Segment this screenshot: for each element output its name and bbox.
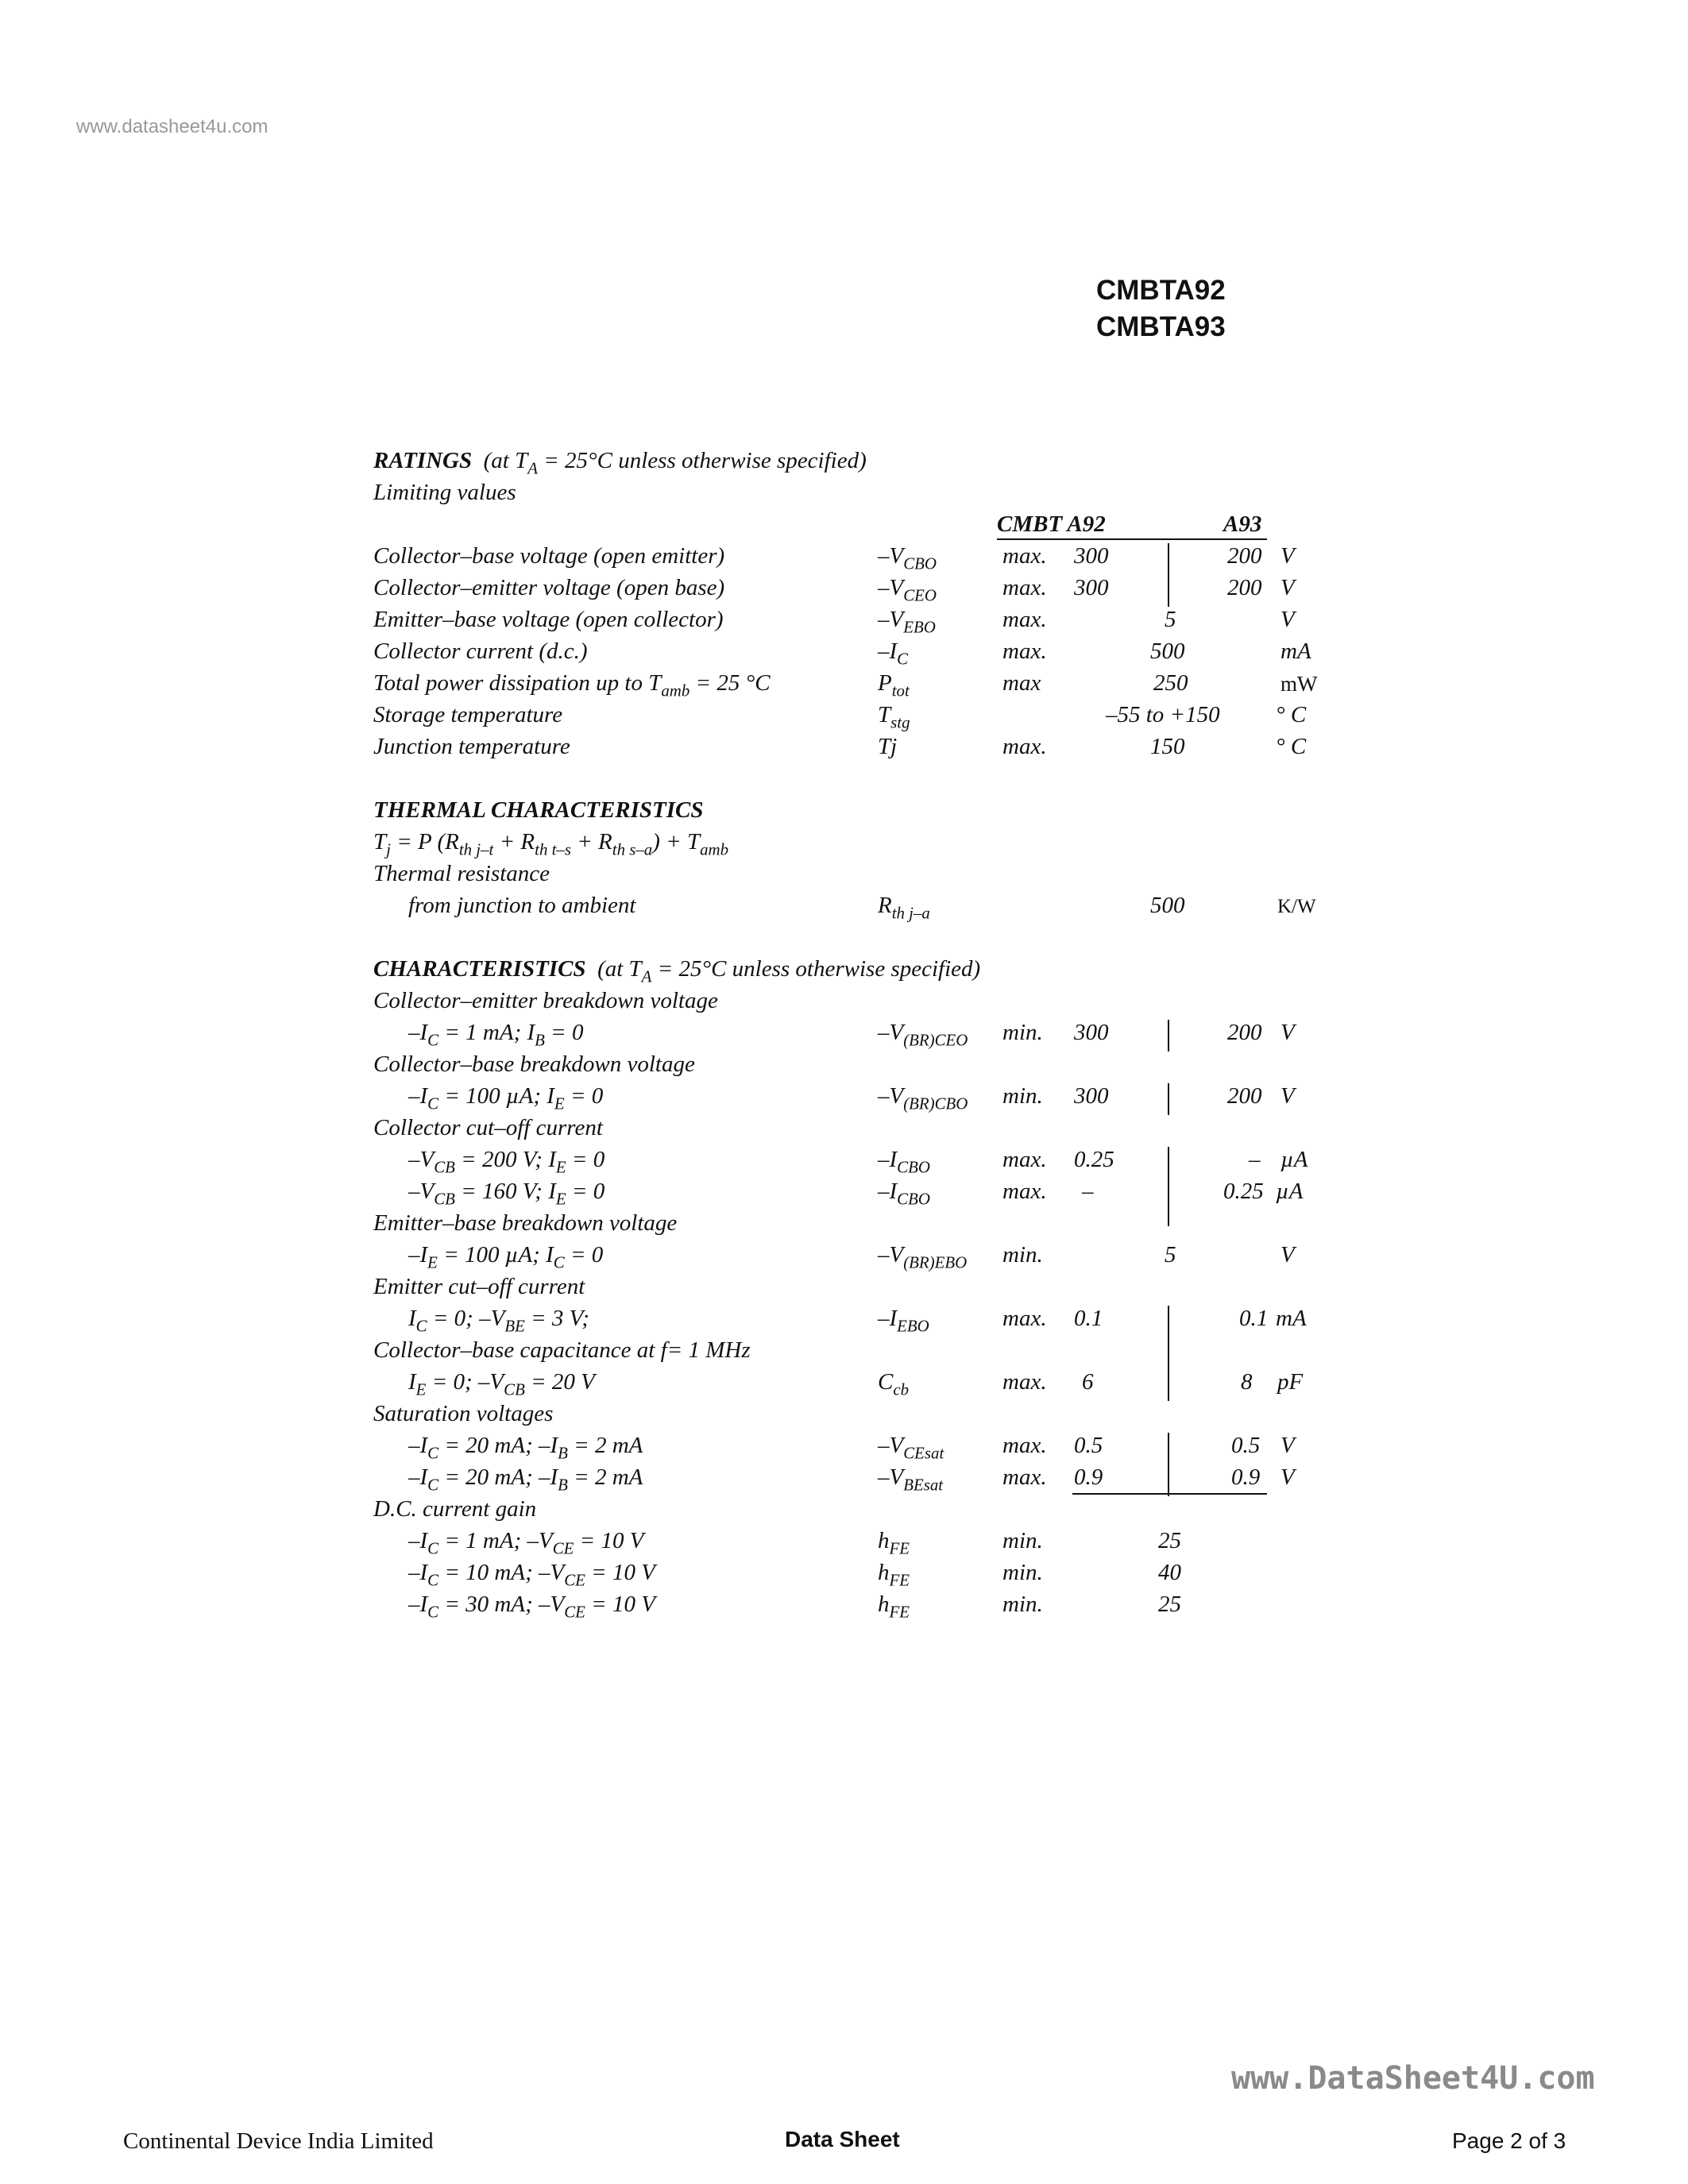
thermal-resistance-label: Thermal resistance — [373, 861, 550, 886]
column-divider-g7 — [1168, 1433, 1169, 1496]
column-divider-g2 — [1168, 1083, 1169, 1115]
char-group-title-hfe: D.C. current gain — [373, 1496, 537, 1522]
saturation-underline — [1072, 1493, 1267, 1495]
column-divider-ratings — [1168, 543, 1169, 607]
char-group-title-ccb: Collector–base capacitance at f= 1 MHz — [373, 1337, 751, 1363]
watermark-url-bottom: www.DataSheet4U.com — [1231, 2060, 1595, 2097]
char-group-title-icbo: Collector cut–off current — [373, 1115, 603, 1140]
ratings-heading: RATINGS (at $T_A = 25^\circ C$ unless otherwise specified) — [373, 448, 867, 478]
char-group-title-saturation: Saturation voltages — [373, 1401, 554, 1426]
column-header-a92: CMBT A92 — [997, 511, 1106, 537]
column-header-underline — [997, 538, 1267, 540]
part-number-title-1: CMBTA92 — [1096, 275, 1226, 306]
watermark-url-top: www.datasheet4u.com — [76, 116, 268, 137]
column-header-a93: A93 — [1223, 511, 1262, 537]
char-group-title-vbrebo: Emitter–base breakdown voltage — [373, 1210, 678, 1236]
char-group-title-iebo: Emitter cut–off current — [373, 1274, 585, 1299]
thermal-equation: $T_j = P$ $(R_{th j-t} + R_{th t-s} + R_{th s-a}) + T_{amb}$ — [373, 829, 729, 859]
characteristics-heading: CHARACTERISTICS (at $T_A = 25^\circ C$ unless otherwise specified) — [373, 956, 981, 986]
footer-data-sheet: Data Sheet — [785, 2127, 900, 2151]
char-group-title-vbrceo: Collector–emitter breakdown voltage — [373, 988, 718, 1013]
column-divider-g1 — [1168, 1020, 1169, 1051]
char-group-title-vbrcbo: Collector–base breakdown voltage — [373, 1051, 695, 1077]
footer-page-number: Page 2 of 3 — [1452, 2128, 1566, 2153]
part-number-title-2: CMBTA93 — [1096, 311, 1226, 342]
thermal-heading: THERMAL CHARACTERISTICS — [373, 797, 704, 823]
footer-company: Continental Device India Limited — [123, 2128, 434, 2154]
column-divider-g5-g6 — [1168, 1306, 1169, 1401]
column-divider-g3 — [1168, 1147, 1169, 1226]
limiting-values-label: Limiting values — [373, 480, 516, 505]
